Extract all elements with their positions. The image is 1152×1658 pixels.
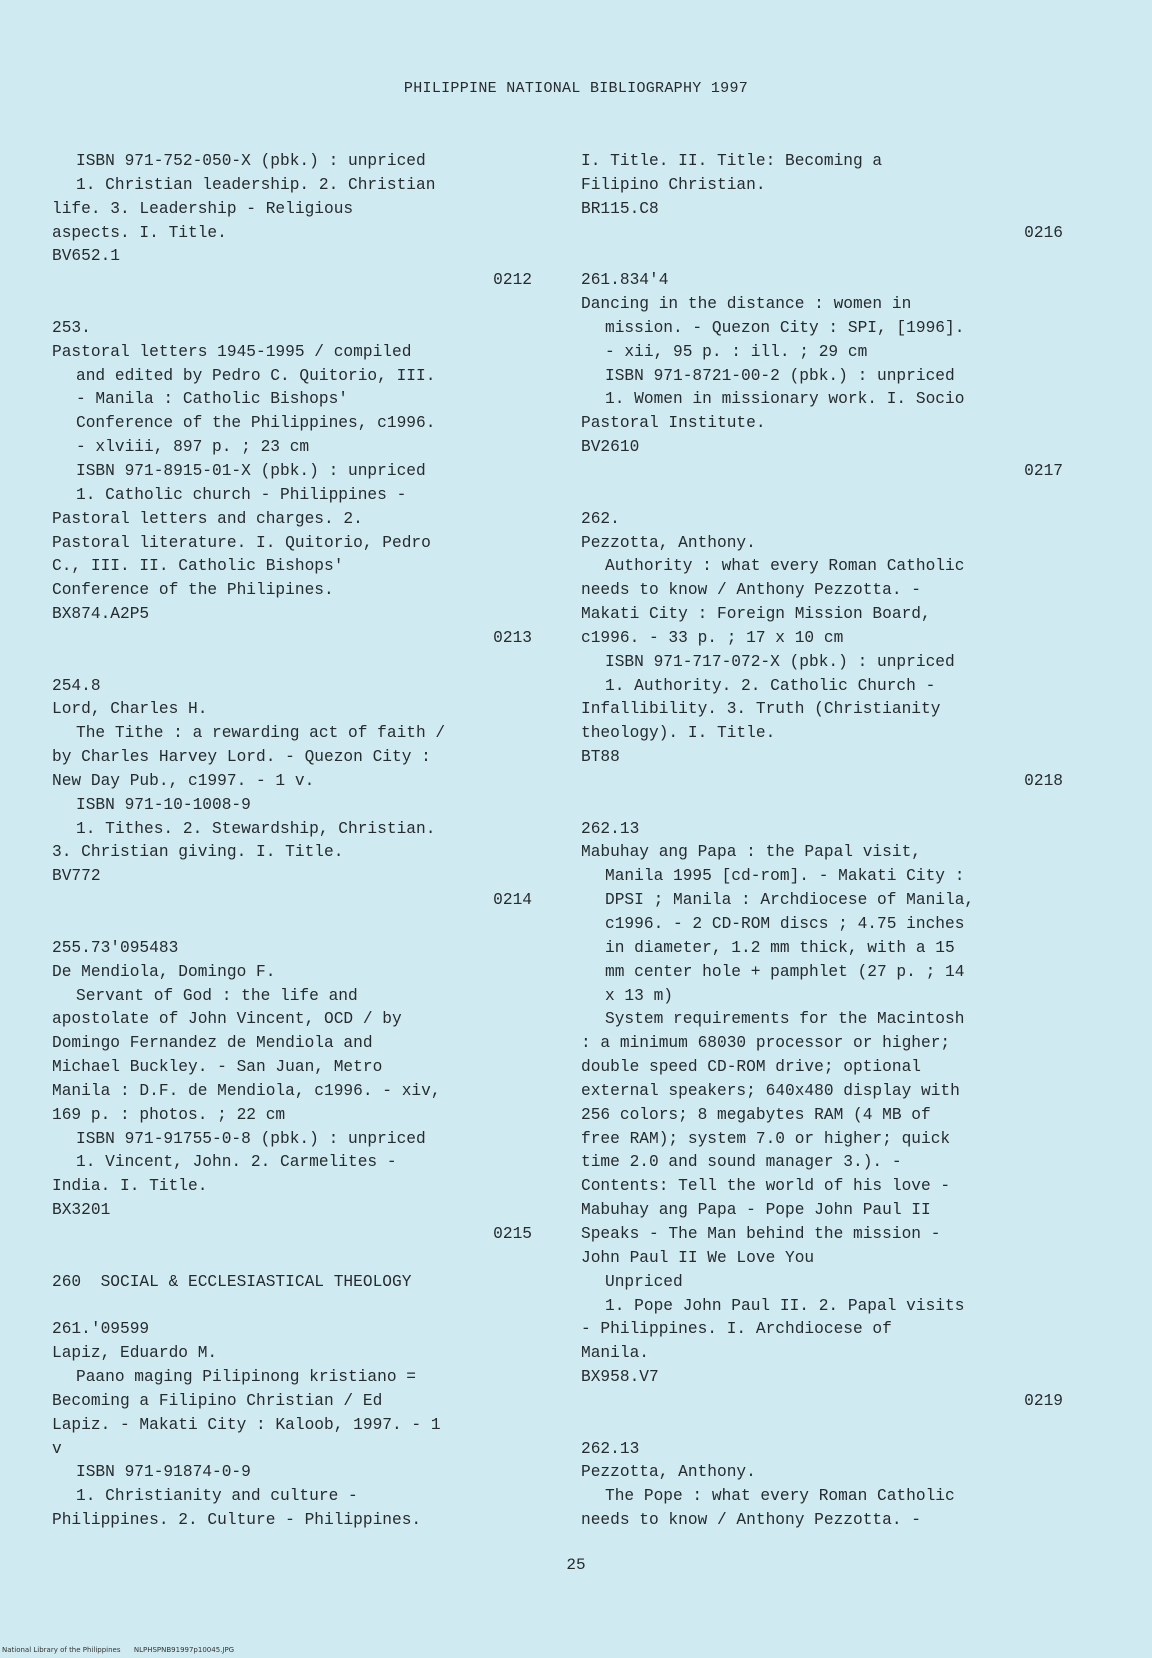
entry-line: - xlviii, 897 p. ; 23 cm: [76, 438, 310, 457]
entry-line: 3. Christian giving. I. Title.: [52, 843, 344, 862]
entry-line: ISBN 971-91755-0-8 (pbk.) : unpriced: [76, 1129, 426, 1148]
entry-line: - Manila : Catholic Bishops': [76, 390, 348, 409]
entry-line: 262.: [581, 509, 620, 528]
spacer: [581, 245, 1063, 269]
entry-line: India. I. Title.: [52, 1177, 208, 1196]
entry-line: free RAM); system 7.0 or higher; quick: [581, 1129, 951, 1148]
entry-line: needs to know / Anthony Pezzotta. -: [581, 1511, 921, 1530]
entry-line: Pezzotta, Anthony.: [581, 533, 756, 552]
entry-line: 1. Pope John Paul II. 2. Papal visits: [605, 1296, 965, 1315]
entry-line: BX874.A2P5: [52, 605, 150, 624]
entry-line: Contents: Tell the world of his love -: [581, 1177, 951, 1196]
entry-line: Pezzotta, Anthony.: [581, 1463, 756, 1482]
entry-line: Pastoral Institute.: [581, 414, 766, 433]
entry-line: Infallibility. 3. Truth (Christianity: [581, 700, 941, 719]
entry-line: 1. Catholic church - Philippines -: [76, 485, 407, 504]
entry-line: BX3201: [52, 1201, 111, 1220]
entry-line: Filipino Christian.: [581, 175, 766, 194]
entry-line: 262.13: [581, 1439, 640, 1458]
entry-line: Philippines. 2. Culture - Philippines.: [52, 1511, 422, 1530]
spacer: [52, 913, 532, 937]
entry-line: double speed CD-ROM drive; optional: [581, 1058, 921, 1077]
entry-line: 1. Christianity and culture -: [76, 1487, 358, 1506]
entry-line: De Mendiola, Domingo F.: [52, 962, 276, 981]
entry-line: c1996. - 33 p. ; 17 x 10 cm: [581, 628, 844, 647]
entry-line: life. 3. Leadership - Religious: [52, 199, 354, 218]
entry-line: BR115.C8: [581, 199, 659, 218]
entry-line: Manila.: [581, 1344, 649, 1363]
entry-line: I. Title. II. Title: Becoming a: [581, 152, 883, 170]
entry-line: : a minimum 68030 processor or higher;: [581, 1034, 951, 1053]
entry-line: mission. - Quezon City : SPI, [1996].: [605, 318, 965, 337]
entry-line: Speaks - The Man behind the mission -: [581, 1224, 941, 1243]
entry-line: Makati City : Foreign Mission Board,: [581, 605, 931, 624]
entry-number: 0215: [493, 1224, 532, 1243]
entry-line: Dancing in the distance : women in: [581, 295, 912, 314]
entry-line: time 2.0 and sound manager 3.). -: [581, 1153, 902, 1172]
entry-line: ISBN 971-8721-00-2 (pbk.) : unpriced: [605, 366, 955, 385]
entry-line: apostolate of John Vincent, OCD / by: [52, 1010, 402, 1029]
entry-line: v: [52, 1439, 62, 1458]
entry-line: 169 p. : photos. ; 22 cm: [52, 1105, 286, 1124]
entry-line: 1. Christian leadership. 2. Christian: [76, 175, 436, 194]
entry-line: Servant of God : the life and: [76, 986, 358, 1005]
entry-number: 0219: [1024, 1391, 1063, 1410]
entry-line: c1996. - 2 CD-ROM discs ; 4.75 inches: [605, 915, 965, 933]
entry-line: Conference of the Philipines.: [52, 581, 334, 600]
spacer: [581, 1414, 1063, 1438]
entry-line: 261.834'4: [581, 271, 669, 290]
page-number: 25: [566, 1556, 586, 1574]
entry-number: 0218: [1024, 771, 1063, 790]
entry-number: 0217: [1024, 461, 1063, 480]
entry-line: external speakers; 640x480 display with: [581, 1081, 960, 1100]
entry-line: 253.: [52, 318, 91, 337]
entry-line: aspects. I. Title.: [52, 223, 227, 242]
entry-line: mm center hole + pamphlet (27 p. ; 14: [605, 962, 965, 981]
entry-line: by Charles Harvey Lord. - Quezon City :: [52, 748, 431, 767]
entry-line: - xii, 95 p. : ill. ; 29 cm: [605, 342, 868, 361]
entry-line: System requirements for the Macintosh: [605, 1010, 965, 1029]
entry-line: ISBN 971-8915-01-X (pbk.) : unpriced: [76, 461, 426, 480]
entry-line: 1. Vincent, John. 2. Carmelites -: [76, 1153, 397, 1172]
entry-line: BV652.1: [52, 247, 120, 266]
entry-number: 0213: [493, 628, 532, 647]
entry-line: 1. Women in missionary work. I. Socio: [605, 390, 965, 409]
entry-line: 261.'09599: [52, 1320, 150, 1339]
entry-line: New Day Pub., c1997. - 1 v.: [52, 771, 315, 790]
entry-line: 260 SOCIAL & ECCLESIASTICAL THEOLOGY: [52, 1272, 412, 1291]
entry-line: 262.13: [581, 819, 640, 838]
entry-line: 1. Tithes. 2. Stewardship, Christian.: [76, 819, 436, 838]
entry-number: 0212: [493, 271, 532, 290]
entry-line: Manila 1995 [cd-rom]. - Makati City :: [605, 867, 965, 886]
entry-line: and edited by Pedro C. Quitorio, III.: [76, 366, 436, 385]
entry-number: 0214: [493, 891, 532, 910]
spacer: [52, 651, 532, 675]
entry-line: ISBN 971-717-072-X (pbk.) : unpriced: [605, 652, 955, 671]
entry-line: Authority : what every Roman Catholic: [605, 557, 965, 576]
entry-line: Manila : D.F. de Mendiola, c1996. - xiv,: [52, 1081, 441, 1100]
entry-line: BT88: [581, 748, 620, 767]
entry-line: ISBN 971-10-1008-9: [76, 795, 251, 814]
entry-line: 256 colors; 8 megabytes RAM (4 MB of: [581, 1105, 931, 1124]
entry-line: in diameter, 1.2 mm thick, with a 15: [605, 938, 955, 957]
entry-line: ISBN 971-91874-0-9: [76, 1463, 251, 1482]
page-header: PHILIPPINE NATIONAL BIBLIOGRAPHY 1997: [403, 80, 749, 97]
entry-line: x 13 m): [605, 986, 673, 1005]
entry-line: Conference of the Philippines, c1996.: [76, 414, 436, 433]
spacer: [52, 293, 532, 317]
entry-line: Michael Buckley. - San Juan, Metro: [52, 1058, 383, 1077]
entry-line: 255.73'095483: [52, 938, 179, 957]
entry-line: The Pope : what every Roman Catholic: [605, 1487, 955, 1506]
entry-line: Unpriced: [605, 1272, 683, 1291]
spacer: [52, 1247, 532, 1271]
entry-line: Lapiz. - Makati City : Kaloob, 1997. - 1: [52, 1415, 441, 1434]
right-column: [581, 150, 1063, 1533]
entry-line: Pastoral literature. I. Quitorio, Pedro: [52, 533, 431, 552]
entry-line: 254.8: [52, 676, 101, 695]
spacer: [581, 794, 1063, 818]
entry-line: theology). I. Title.: [581, 724, 776, 743]
entry-line: needs to know / Anthony Pezzotta. -: [581, 581, 921, 600]
entry-line: The Tithe : a rewarding act of faith /: [76, 724, 446, 743]
entry-line: John Paul II We Love You: [581, 1248, 815, 1267]
entry-line: BX958.V7: [581, 1368, 659, 1387]
entry-line: Becoming a Filipino Christian / Ed: [52, 1391, 383, 1410]
entry-line: Pastoral letters and charges. 2.: [52, 509, 363, 528]
entry-line: DPSI ; Manila : Archdiocese of Manila,: [605, 891, 975, 910]
entry-line: 1. Authority. 2. Catholic Church -: [605, 676, 936, 695]
entry-line: Domingo Fernandez de Mendiola and: [52, 1034, 373, 1053]
entry-line: ISBN 971-752-050-X (pbk.) : unpriced: [76, 152, 426, 170]
spacer: [52, 1295, 532, 1319]
entry-number: 0216: [1024, 223, 1063, 242]
entry-line: Mabuhay ang Papa - Pope John Paul II: [581, 1201, 931, 1220]
spacer: [581, 484, 1063, 508]
entry-line: Lapiz, Eduardo M.: [52, 1344, 218, 1363]
entry-line: C., III. II. Catholic Bishops': [52, 557, 344, 576]
entry-line: Mabuhay ang Papa : the Papal visit,: [581, 843, 921, 862]
entry-line: BV772: [52, 867, 101, 886]
left-column: [52, 150, 532, 1533]
scan-footer: National Library of the Philippines NLPHSPNB91997p10045.JPG: [2, 1646, 235, 1654]
entry-line: Paano maging Pilipinong kristiano =: [76, 1368, 416, 1387]
entry-line: Lord, Charles H.: [52, 700, 208, 719]
entry-line: Pastoral letters 1945-1995 / compiled: [52, 342, 412, 361]
entry-line: - Philippines. I. Archdiocese of: [581, 1320, 892, 1339]
entry-line: BV2610: [581, 438, 640, 457]
